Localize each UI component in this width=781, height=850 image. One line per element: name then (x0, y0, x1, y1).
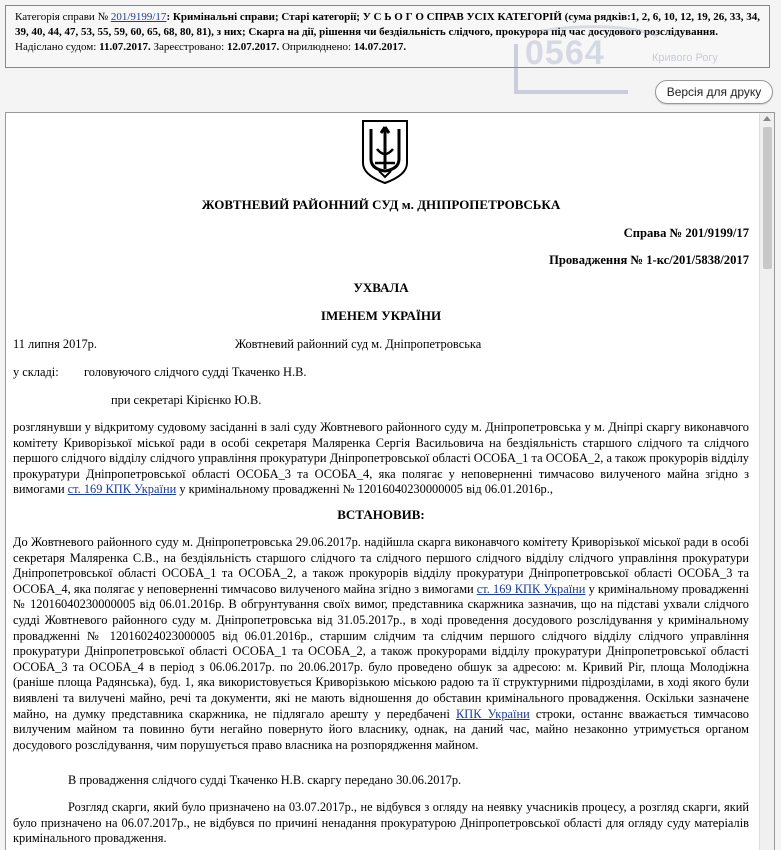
category-text: : Кримінальні справи; Старі категорії; У С Ь О Г О СПРАВ УСІХ КАТЕГОРІЙ (сума рядків:1, 2, 6, 10, 12, 19, 26, 33, 34, 39, 40, 44, 47, 53, 55, 59, 60, 65, 68, 80, 81), з них; Скарга на дії, рішення чи бездіяльність слідчого, прокурора під час досудового розслідування. (15, 11, 760, 38)
published-label: Оприлюднено: (281, 41, 352, 53)
received-date: 11.07.2017. (99, 41, 151, 53)
ruling-date: 11 липня 2017р. (13, 337, 97, 351)
main-paragraph (13, 535, 749, 753)
document-scrollbar[interactable] (759, 113, 774, 850)
watermark-text: 0564 (525, 34, 605, 72)
composition-value: головуючого слідчого судді Ткаченко Н.В. (84, 365, 307, 379)
main-text-a: До Жовтневого районного суду м. Дніпропетровська 29.06.2017р. надійшла скарга виконавчого комітету Криворізької міської ради в особі секретаря Маляренка С.В., на бездіяльність старшого слідчого та слідчого першого слідчого відділу слідчого управління прокуратури Дніпропетровської області ОСОБА_1 та ОСОБА_2, а також прокурорів відділу прокуратури Дніпропетровської області ОСОБА_3 та ОСОБА_4, яка полягає у неповерненні тимчасово вилученого майна згідно з вимогами (13, 535, 749, 596)
proceeding-number: Провадження № 1-кс/201/5838/2017 (549, 253, 749, 267)
main-text-b: у кримінальному провадженні № 12016040230000005 від 06.01.2016р. В обгрунтування своїх вимог, представника скаржника зазначив, що на підставі ухвали слідчого судді Жовтневого районного суду м. Дніпропетровська від 31.05.2017р., в ході проведення досудового розслідування у кримінальному провадженні № 12016024023000005 від 06.01.2016р., старшим слідчим та слідчим першого слідчого відділу слідчого управління прокуратури Дніпропетровської області ОСОБА_1 та ОСОБА_2, а також прокурорами відділу прокуратури Дніпропетровської області ОСОБА_3 та ОСОБА_4 в період з 06.06.2017р. по 20.06.2017р. було проведено обшук за адресою: м. Кривий Ріг, площа Молодіжна (раніше площа Радянська), буд. 1, яка використовується Криворізькою міською радою та її структурними підрозділами, в ході якого були виявлені та вилучені майно, речі та документи, які не мають відношення до обставин кримінального провадження. Оскільки зазначене майно, на думку представника скаржника, не підлягало арешту у передбачені (13, 581, 749, 721)
document-frame (5, 112, 775, 850)
transfer-paragraph: В провадження слідчого судді Ткаченко Н.В. скаргу передано 30.06.2017р. (68, 773, 462, 787)
registered-label: Зареєстровано: (153, 41, 225, 53)
hearing-paragraph: Розгляд скарги, який було призначено на 03.07.2017р., не відбувся з огляду на неявку учасників процесу, а розгляд скарги, який було призначено на 06.07.2017р., не відбувся по причині ненадання прокуратурою Дніпропетровської області для огляду суду матеріалів кримінального провадження. (13, 800, 749, 846)
ruling-heading: УХВАЛА (353, 280, 409, 295)
watermark-subtext: Кривого Рогу (652, 52, 718, 64)
scroll-up-arrow-icon[interactable] (763, 116, 771, 121)
main-text-c: строки, останнє вважається тимчасово вилученим майном та повинно бути негайно повернуто його власнику, однак, на даний час, майно незаконно утримується органом досудового розслідування, чим порушується право власника на розпорядження майном. (13, 706, 749, 752)
kpk-link[interactable]: КПК України (456, 706, 530, 721)
case-number-link[interactable]: 201/9199/17 (110, 11, 167, 23)
received-label: Надіслано судом: (15, 41, 97, 53)
published-date: 14.07.2017. (353, 41, 407, 53)
case-number: Справа № 201/9199/17 (623, 226, 749, 240)
composition-label: у складі: (13, 365, 59, 379)
article-169-link-2[interactable]: ст. 169 КПК України (476, 581, 586, 596)
registered-date: 12.07.2017. (226, 41, 280, 53)
intro-text-a: розглянувши у відкритому судовому засіданні в залі суду Жовтневого районного суду м. Дніпропетровська у м. Дніпрі скаргу виконавчого комітету Криворізької міської ради в особі секретаря Маляренка Сергія Васильовича на бездіяльність старшого слідчого та слідчого першого слідчого відділу слідчого управління прокуратури Дніпропетровської області ОСОБА_1 та ОСОБА_2, а також прокурорів відділу прокуратури Дніпропетровської області ОСОБА_3 та ОСОБА_4, яка полягає у неповерненні тимчасово вилученого майна згідно з вимогами (13, 420, 749, 497)
print-version-button[interactable]: Версія для друку (655, 80, 773, 104)
intro-text-b: у кримінальному провадженні № 12016040230000005 від 06.01.2016р., (176, 482, 553, 497)
established-heading: ВСТАНОВИВ: (337, 507, 425, 522)
scrollbar-thumb[interactable] (763, 127, 772, 269)
secretary-line: при секретарі Кірієнко Ю.В. (111, 393, 262, 407)
trident-emblem-icon (359, 119, 411, 185)
court-title: ЖОВТНЕВИЙ РАЙОННИЙ СУД м. ДНІПРОПЕТРОВСЬКА (201, 197, 561, 212)
article-169-link[interactable]: ст. 169 КПК України (67, 482, 177, 497)
category-label: Категорія справи № (15, 11, 109, 23)
in-name-heading: ІМЕНЕМ УКРАЇНИ (320, 308, 442, 323)
court-place: Жовтневий районний суд м. Дніпропетровська (235, 337, 482, 351)
intro-paragraph (13, 420, 749, 498)
